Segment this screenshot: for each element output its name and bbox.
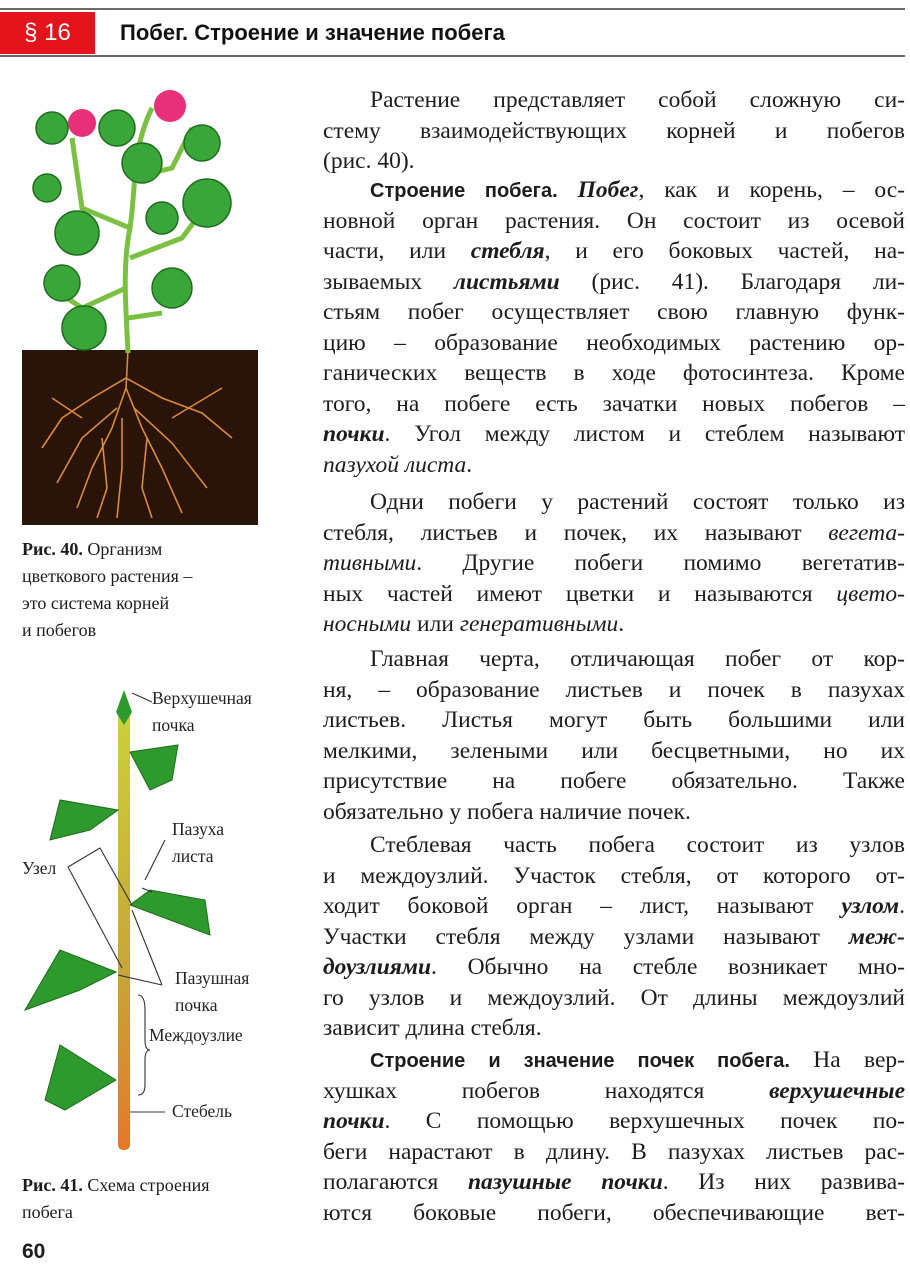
caption-line: и побегов [22, 620, 97, 640]
paragraph [323, 644, 905, 827]
text-segment: Одни побеги у растений состоят только из [370, 489, 905, 515]
text-line [323, 267, 905, 298]
paragraph [323, 175, 905, 480]
text-segment: стему взаимодействующих корней и побегов [323, 117, 905, 144]
caption-line: Организм [82, 539, 163, 559]
caption-line: Схема строения [82, 1175, 210, 1195]
section-badge: § 16 [0, 12, 95, 54]
text-line [323, 358, 905, 389]
text-line [323, 766, 905, 797]
emphasized-term: цвето- [836, 580, 905, 607]
emphasized-term: Побег [577, 177, 639, 203]
text-segment: . Обычно на стебле возникает мно- [431, 954, 905, 980]
label-node: Узел [22, 858, 57, 878]
text-line [323, 952, 905, 983]
paragraph [323, 85, 905, 177]
text-line [323, 609, 905, 640]
label-line: почка [175, 995, 218, 1015]
text-line [323, 705, 905, 736]
text-segment: . [618, 611, 625, 637]
text-line [323, 450, 905, 481]
text-segment: , и его боковых частей, на- [544, 238, 906, 264]
label-internode: Междоузлие [149, 1025, 243, 1045]
text-segment: ных частей имеют цветки и называются [323, 580, 837, 607]
text-line [323, 830, 905, 861]
text-segment: , как и корень, – ос- [638, 177, 905, 203]
figure-40-caption [22, 536, 192, 644]
emphasized-term: вегета- [828, 519, 905, 546]
text-segment: зависит длина стебля. [323, 1015, 542, 1041]
text-line [323, 146, 905, 177]
text-segment: полагаются [323, 1169, 468, 1195]
text-segment: цию – образование необходимых растению ор- [323, 329, 905, 356]
text-segment: . [466, 451, 473, 478]
text-line [323, 175, 905, 206]
text-segment: ются боковые побеги, обеспечивающие вет- [323, 1199, 905, 1226]
text-line [323, 85, 905, 116]
text-segment: хушках побегов находятся [323, 1077, 770, 1104]
emphasized-term: листьями [453, 268, 560, 295]
text-segment: Растение представляет собой сложную си- [370, 87, 905, 113]
text-segment: части, или [323, 238, 471, 264]
text-line [323, 1045, 905, 1076]
text-segment: Главная черта, отличающая побег от кор- [370, 646, 905, 672]
text-line [323, 1013, 905, 1044]
caption-line: это система корней [22, 593, 170, 613]
text-segment: стебля, листьев и почек, их называют [323, 519, 829, 546]
text-segment: беги нарастают в длину. В пазухах листьев рас- [323, 1138, 905, 1165]
text-segment: . Другие побеги помимо вегетатив- [416, 550, 905, 576]
text-segment: ходит боковой орган – лист, называют [323, 893, 842, 919]
text-segment: ня, – образование листьев и почек в пазухах [323, 676, 905, 703]
text-line [323, 1106, 905, 1137]
emphasized-term: генеративными [459, 611, 619, 637]
emphasized-term: доузлиями [323, 954, 432, 980]
text-line [323, 328, 905, 359]
text-line [323, 579, 905, 610]
text-line [323, 1137, 905, 1168]
emphasized-term: пазушные почки [467, 1169, 663, 1195]
text-line [323, 1167, 905, 1198]
label-line: почка [152, 715, 195, 735]
text-line [323, 1076, 905, 1107]
emphasized-term: почки [323, 421, 385, 447]
paragraph [323, 487, 905, 640]
emphasized-term: верхушечные [769, 1077, 905, 1104]
text-segment: того, на побеге есть зачатки новых побегов – [323, 390, 905, 417]
caption-line: побега [22, 1202, 73, 1222]
section-heading: Строение побега. [370, 180, 558, 202]
text-segment: ганических веществ в ходе фотосинтеза. Кроме [323, 360, 905, 386]
label-line: Верхушечная [152, 688, 252, 708]
header-rule-bottom [0, 55, 905, 57]
emphasized-term: узлом [841, 893, 900, 919]
emphasized-term: тивными [323, 550, 417, 576]
paragraph [323, 1045, 905, 1228]
caption-line: цветкового растения – [22, 566, 193, 586]
text-segment: стьям побег осуществляет свою главную функ- [323, 299, 905, 325]
text-line [323, 389, 905, 420]
text-segment: Участки стебля между узлами называют [323, 923, 849, 950]
text-segment: присутствие на побеге обязательно. Также [323, 768, 905, 794]
text-line [323, 922, 905, 953]
text-segment: (рис. 40). [323, 148, 415, 174]
emphasized-term: носными [323, 611, 412, 637]
text-line [323, 797, 905, 828]
text-line [323, 736, 905, 767]
label-axillary-bud [175, 965, 249, 1019]
text-line [323, 548, 905, 579]
plant-organism-illustration [22, 88, 262, 528]
text-segment: (рис. 41). Благодаря ли- [559, 268, 905, 295]
section-heading: Строение и значение почек побега. [370, 1050, 790, 1072]
text-line [323, 1198, 905, 1229]
text-line [323, 891, 905, 922]
text-segment: . [899, 893, 905, 919]
emphasized-term: стебля [470, 238, 545, 264]
text-segment: новной орган растения. Он состоит из осевой [323, 207, 905, 234]
text-segment: . С помощью верхушечных почек по- [384, 1108, 905, 1134]
text-segment [558, 177, 578, 203]
text-segment: го узлов и междоузлий. От длины междоузлий [323, 984, 905, 1011]
text-segment: . Угол между листом и стеблем называют [384, 421, 905, 447]
emphasized-term: пазухой листа [323, 451, 467, 478]
text-segment: листьев. Листья могут быть большими или [323, 707, 905, 733]
label-line: Пазушная [175, 968, 250, 988]
text-line [323, 675, 905, 706]
text-segment: Стеблевая часть побега состоит из узлов [370, 832, 905, 858]
text-line [323, 206, 905, 237]
text-segment: мелкими, зелеными или бесцветными, но их [323, 737, 905, 764]
text-line [323, 297, 905, 328]
text-line [323, 861, 905, 892]
paragraph [323, 830, 905, 1044]
text-line [323, 644, 905, 675]
text-segment: . Из них развива- [662, 1169, 905, 1195]
emphasized-term: меж- [848, 923, 905, 950]
text-segment: и междоузлий. Участок стебля, от которого от- [323, 862, 905, 889]
text-line [323, 236, 905, 267]
page-title: Побег. Строение и значение побега [120, 20, 505, 45]
text-line [323, 983, 905, 1014]
figure-41-caption [22, 1172, 210, 1226]
label-line: листа [172, 846, 214, 866]
page-number: 60 [22, 1240, 46, 1263]
header-rule-top [0, 8, 905, 10]
text-segment: На вер- [789, 1047, 905, 1073]
label-line: Пазуха [172, 819, 224, 839]
text-line [323, 116, 905, 147]
figure-40-label: Рис. 40. [22, 539, 83, 559]
figure-41-label: Рис. 41. [22, 1175, 83, 1195]
text-line [323, 487, 905, 518]
label-apical-bud [152, 685, 252, 739]
text-segment: обязательно у побега наличие почек. [323, 798, 691, 825]
text-line [323, 518, 905, 549]
text-segment: или [411, 611, 460, 637]
label-leaf-axil [172, 816, 224, 870]
shoot-structure-diagram [0, 680, 300, 1160]
emphasized-term: почки [323, 1108, 385, 1134]
label-stem: Стебель [172, 1101, 233, 1121]
text-line [323, 419, 905, 450]
text-segment: зываемых [323, 268, 454, 295]
